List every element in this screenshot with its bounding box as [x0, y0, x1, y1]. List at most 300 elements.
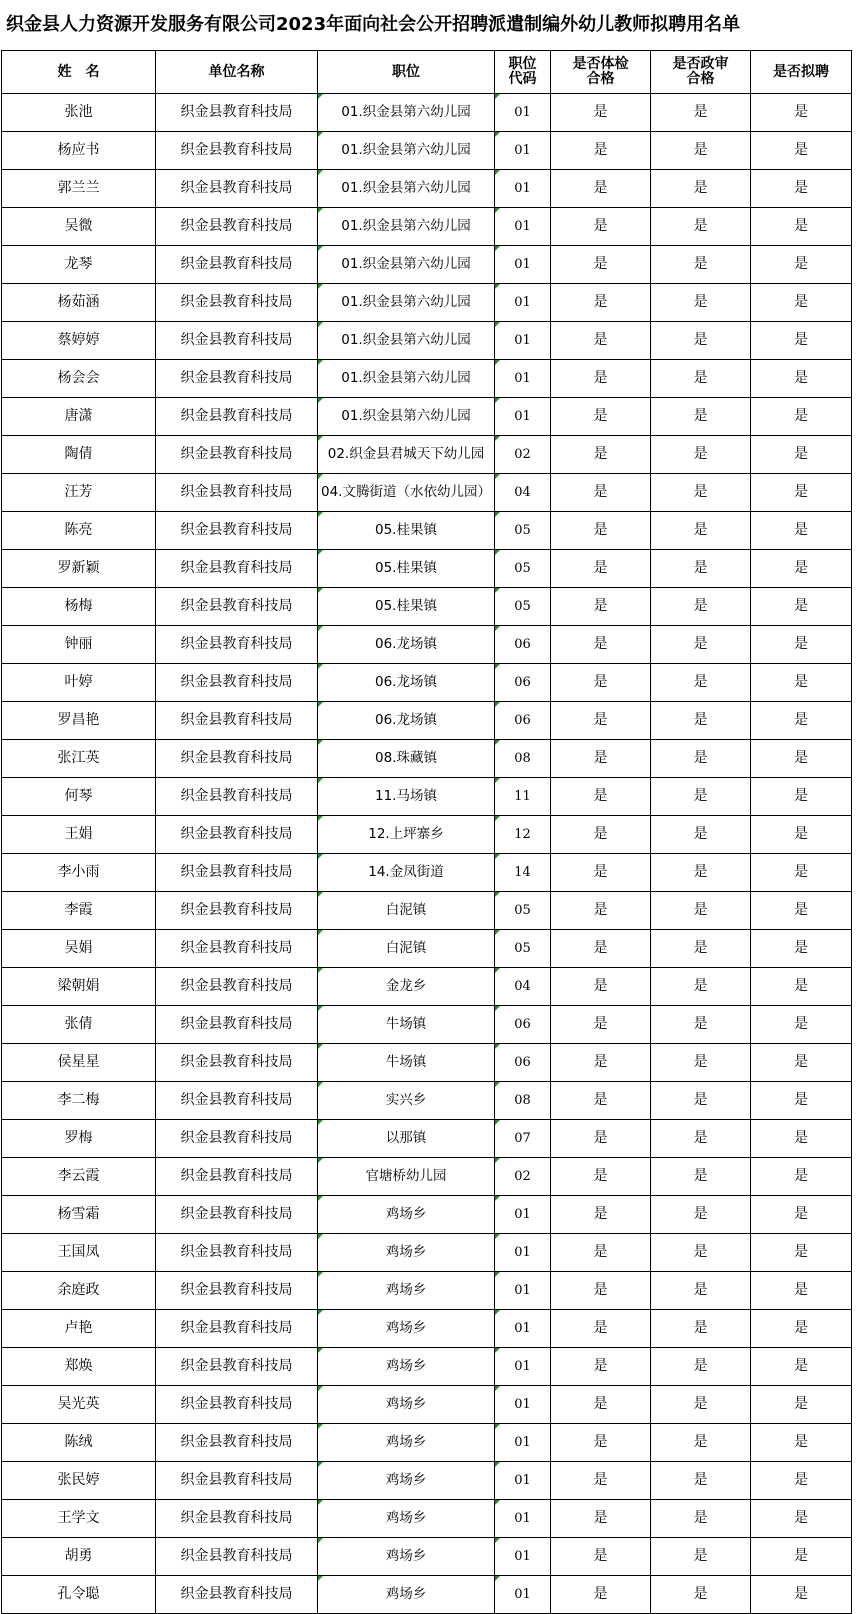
cell-code-text: 01 — [514, 1511, 531, 1526]
cell-unit — [156, 664, 318, 702]
cell-political-text: 是 — [693, 142, 708, 158]
cell-hire — [751, 1348, 852, 1386]
cell-marker-triangle — [318, 1576, 323, 1581]
cell-code-text: 01 — [514, 257, 531, 272]
cell-political — [651, 1576, 751, 1614]
cell-physical — [551, 1196, 651, 1234]
cell-code — [495, 1120, 551, 1158]
cell-hire — [751, 664, 852, 702]
cell-political — [651, 664, 751, 702]
cell-position-text: 06.龙场镇 — [375, 712, 437, 728]
cell-code-text: 02 — [514, 447, 531, 462]
cell-political-text: 是 — [693, 104, 708, 120]
cell-marker-triangle — [318, 512, 323, 517]
cell-code-text: 05 — [514, 903, 531, 918]
header-political — [651, 51, 751, 94]
cell-marker-triangle — [318, 1272, 323, 1277]
cell-hire-text: 是 — [794, 1130, 808, 1146]
table-row — [2, 398, 852, 436]
cell-physical-text: 是 — [593, 1168, 608, 1184]
cell-physical — [551, 588, 651, 626]
cell-name — [2, 1310, 156, 1348]
cell-physical — [551, 94, 651, 132]
cell-hire — [751, 94, 852, 132]
cell-code — [495, 1082, 551, 1120]
cell-unit-text: 织金县教育科技局 — [180, 1396, 293, 1412]
cell-political — [651, 1500, 751, 1538]
cell-political-text: 是 — [693, 1054, 708, 1070]
table-row — [2, 778, 852, 816]
cell-unit-text: 织金县教育科技局 — [180, 408, 293, 424]
cell-code — [495, 1196, 551, 1234]
hiring-list-table — [1, 50, 852, 1614]
cell-unit-text: 织金县教育科技局 — [180, 750, 293, 766]
cell-political — [651, 892, 751, 930]
cell-name — [2, 512, 156, 550]
cell-political — [651, 1158, 751, 1196]
cell-physical — [551, 436, 651, 474]
cell-code — [495, 854, 551, 892]
cell-political — [651, 1310, 751, 1348]
cell-name-text: 李霞 — [64, 902, 93, 918]
cell-unit — [156, 1196, 318, 1234]
cell-name — [2, 1082, 156, 1120]
cell-position — [318, 1348, 495, 1386]
table-row — [2, 1386, 852, 1424]
cell-name — [2, 132, 156, 170]
cell-physical-text: 是 — [593, 332, 608, 348]
cell-name — [2, 360, 156, 398]
cell-unit-text: 织金县教育科技局 — [180, 674, 293, 690]
cell-position — [318, 854, 495, 892]
cell-physical — [551, 892, 651, 930]
cell-physical — [551, 854, 651, 892]
cell-name-text: 王国凤 — [57, 1244, 100, 1260]
cell-name — [2, 1462, 156, 1500]
cell-hire — [751, 1158, 852, 1196]
cell-marker-triangle — [318, 930, 323, 935]
cell-position-text: 02.织金县君城天下幼儿园 — [327, 446, 485, 462]
cell-hire-text: 是 — [794, 1434, 808, 1450]
cell-name — [2, 208, 156, 246]
cell-physical — [551, 1006, 651, 1044]
cell-unit-text: 织金县教育科技局 — [180, 446, 293, 462]
cell-code — [495, 208, 551, 246]
cell-unit-text: 织金县教育科技局 — [180, 332, 293, 348]
cell-unit — [156, 94, 318, 132]
cell-political — [651, 436, 751, 474]
cell-hire — [751, 246, 852, 284]
cell-position — [318, 664, 495, 702]
cell-hire — [751, 322, 852, 360]
cell-political — [651, 1006, 751, 1044]
cell-name-text: 李云霞 — [57, 1168, 100, 1184]
cell-hire-text: 是 — [794, 1016, 808, 1032]
cell-hire — [751, 436, 852, 474]
cell-code-text: 01 — [514, 1321, 531, 1336]
cell-name — [2, 550, 156, 588]
cell-physical — [551, 1348, 651, 1386]
cell-marker-triangle — [495, 1234, 500, 1239]
cell-physical-text: 是 — [593, 1282, 608, 1298]
cell-name — [2, 1272, 156, 1310]
header-hire: 是否拟聘 — [751, 51, 852, 94]
table-row — [2, 1044, 852, 1082]
cell-political — [651, 550, 751, 588]
header-position: 职位 — [318, 51, 495, 94]
cell-name — [2, 1006, 156, 1044]
cell-hire — [751, 398, 852, 436]
cell-political-text: 是 — [693, 1358, 708, 1374]
cell-hire-text: 是 — [794, 218, 808, 234]
cell-marker-triangle — [495, 816, 500, 821]
cell-position-text: 01.织金县第六幼儿园 — [341, 142, 471, 158]
cell-physical — [551, 1082, 651, 1120]
cell-position — [318, 740, 495, 778]
cell-name — [2, 892, 156, 930]
cell-name-text: 张江英 — [57, 750, 100, 766]
cell-political — [651, 1196, 751, 1234]
cell-code — [495, 816, 551, 854]
cell-hire-text: 是 — [794, 180, 808, 196]
cell-marker-triangle — [495, 1272, 500, 1277]
table-row — [2, 246, 852, 284]
table-row — [2, 1348, 852, 1386]
cell-hire — [751, 1044, 852, 1082]
cell-name — [2, 170, 156, 208]
cell-hire — [751, 1196, 852, 1234]
cell-political-text: 是 — [693, 788, 708, 804]
cell-marker-triangle — [495, 1158, 500, 1163]
cell-hire-text: 是 — [794, 826, 808, 842]
cell-position — [318, 208, 495, 246]
cell-marker-triangle — [318, 1348, 323, 1353]
cell-marker-triangle — [495, 170, 500, 175]
cell-hire-text: 是 — [794, 560, 808, 576]
cell-physical-text: 是 — [593, 104, 608, 120]
cell-hire — [751, 1082, 852, 1120]
cell-unit-text: 织金县教育科技局 — [180, 1510, 293, 1526]
table-row — [2, 626, 852, 664]
cell-hire — [751, 1538, 852, 1576]
cell-code-text: 04 — [514, 485, 531, 500]
cell-marker-triangle — [318, 1386, 323, 1391]
cell-unit-text: 织金县教育科技局 — [180, 1206, 293, 1222]
cell-name-text: 陈绒 — [64, 1434, 93, 1450]
cell-unit-text: 织金县教育科技局 — [180, 180, 293, 196]
cell-position-text: 14.金凤街道 — [368, 864, 444, 880]
cell-physical-text: 是 — [593, 1510, 608, 1526]
cell-marker-triangle — [495, 550, 500, 555]
cell-code-text: 05 — [514, 561, 531, 576]
cell-unit-text: 织金县教育科技局 — [180, 1168, 293, 1184]
cell-position-text: 鸡场乡 — [385, 1510, 427, 1526]
cell-marker-triangle — [318, 322, 323, 327]
cell-position — [318, 816, 495, 854]
cell-physical — [551, 550, 651, 588]
cell-position — [318, 930, 495, 968]
cell-hire — [751, 474, 852, 512]
cell-name — [2, 1386, 156, 1424]
cell-marker-triangle — [318, 94, 323, 99]
cell-code — [495, 398, 551, 436]
cell-unit — [156, 778, 318, 816]
cell-political-text: 是 — [693, 446, 708, 462]
cell-hire — [751, 968, 852, 1006]
cell-physical-text: 是 — [593, 712, 608, 728]
cell-hire-text: 是 — [794, 1510, 808, 1526]
cell-physical — [551, 360, 651, 398]
cell-physical-text: 是 — [593, 1586, 608, 1602]
cell-name-text: 吴娟 — [64, 940, 93, 956]
cell-position — [318, 1006, 495, 1044]
cell-marker-triangle — [495, 588, 500, 593]
cell-name-text: 孔令聪 — [57, 1586, 100, 1602]
table-row — [2, 1424, 852, 1462]
cell-name-text: 郑焕 — [64, 1358, 93, 1374]
cell-position-text: 01.织金县第六幼儿园 — [341, 370, 471, 386]
cell-position — [318, 170, 495, 208]
cell-unit — [156, 1348, 318, 1386]
cell-hire — [751, 1386, 852, 1424]
header-physical-line1: 是否体检 — [572, 56, 629, 72]
cell-political-text: 是 — [693, 750, 708, 766]
cell-name — [2, 1538, 156, 1576]
cell-political-text: 是 — [693, 978, 708, 994]
cell-name-text: 李小雨 — [57, 864, 100, 880]
cell-political-text: 是 — [693, 1472, 708, 1488]
cell-position — [318, 512, 495, 550]
cell-physical-text: 是 — [593, 294, 608, 310]
cell-name — [2, 1348, 156, 1386]
cell-physical-text: 是 — [593, 142, 608, 158]
cell-unit-text: 织金县教育科技局 — [180, 1320, 293, 1336]
cell-marker-triangle — [495, 1006, 500, 1011]
cell-marker-triangle — [318, 284, 323, 289]
cell-political — [651, 1386, 751, 1424]
cell-political — [651, 1272, 751, 1310]
cell-marker-triangle — [318, 588, 323, 593]
cell-unit — [156, 474, 318, 512]
cell-political-text: 是 — [693, 1016, 708, 1032]
cell-unit-text: 织金县教育科技局 — [180, 104, 293, 120]
cell-code-text: 05 — [514, 941, 531, 956]
cell-physical — [551, 1044, 651, 1082]
cell-marker-triangle — [318, 1196, 323, 1201]
cell-marker-triangle — [318, 1538, 323, 1543]
cell-unit-text: 织金县教育科技局 — [180, 218, 293, 234]
cell-marker-triangle — [495, 1196, 500, 1201]
cell-code — [495, 170, 551, 208]
cell-position-text: 01.织金县第六幼儿园 — [341, 294, 471, 310]
cell-physical — [551, 1538, 651, 1576]
cell-physical-text: 是 — [593, 522, 608, 538]
cell-physical — [551, 512, 651, 550]
cell-hire — [751, 1576, 852, 1614]
cell-code-text: 04 — [514, 979, 531, 994]
cell-unit-text: 织金县教育科技局 — [180, 902, 293, 918]
cell-unit — [156, 588, 318, 626]
cell-marker-triangle — [495, 512, 500, 517]
cell-hire — [751, 1310, 852, 1348]
cell-political-text: 是 — [693, 826, 708, 842]
table-row — [2, 1462, 852, 1500]
cell-code — [495, 664, 551, 702]
cell-code-text: 06 — [514, 1017, 531, 1032]
cell-unit — [156, 1386, 318, 1424]
cell-hire-text: 是 — [794, 332, 808, 348]
cell-hire-text: 是 — [794, 256, 808, 272]
cell-code — [495, 1500, 551, 1538]
cell-unit — [156, 1006, 318, 1044]
cell-physical-text: 是 — [593, 674, 608, 690]
cell-position — [318, 892, 495, 930]
cell-code — [495, 740, 551, 778]
table-row — [2, 1006, 852, 1044]
cell-position-text: 08.珠藏镇 — [375, 750, 437, 766]
table-row — [2, 550, 852, 588]
table-row — [2, 1310, 852, 1348]
document-title: 织金县人力资源开发服务有限公司2023年面向社会公开招聘派遣制编外幼儿教师拟聘用名单 — [6, 14, 741, 35]
cell-physical-text: 是 — [593, 1548, 608, 1564]
cell-code-text: 01 — [514, 1359, 531, 1374]
cell-position-text: 01.织金县第六幼儿园 — [341, 332, 471, 348]
cell-hire — [751, 208, 852, 246]
cell-position — [318, 1044, 495, 1082]
cell-position — [318, 246, 495, 284]
cell-political — [651, 1234, 751, 1272]
cell-hire — [751, 132, 852, 170]
cell-hire — [751, 1462, 852, 1500]
cell-marker-triangle — [318, 1462, 323, 1467]
cell-code-text: 07 — [514, 1131, 531, 1146]
cell-marker-triangle — [495, 1424, 500, 1429]
cell-political-text: 是 — [693, 636, 708, 652]
cell-code — [495, 1576, 551, 1614]
cell-position — [318, 322, 495, 360]
cell-hire — [751, 360, 852, 398]
cell-position-text: 05.桂果镇 — [375, 522, 437, 538]
cell-political-text: 是 — [693, 1586, 708, 1602]
cell-code-text: 01 — [514, 371, 531, 386]
cell-name-text: 吴光英 — [57, 1396, 100, 1412]
cell-position-text: 官塘桥幼儿园 — [365, 1168, 447, 1184]
cell-marker-triangle — [318, 1234, 323, 1239]
cell-marker-triangle — [318, 702, 323, 707]
cell-code-text: 01 — [514, 181, 531, 196]
cell-marker-triangle — [495, 1044, 500, 1049]
cell-physical — [551, 474, 651, 512]
cell-physical — [551, 322, 651, 360]
cell-name-text: 李二梅 — [57, 1092, 100, 1108]
cell-position-text: 鸡场乡 — [385, 1206, 427, 1222]
cell-position-text: 12.上坪寨乡 — [368, 826, 444, 842]
cell-hire-text: 是 — [794, 1206, 808, 1222]
table-row — [2, 322, 852, 360]
cell-code-text: 01 — [514, 1587, 531, 1602]
cell-position-text: 04.文腾街道（水依幼儿园） — [321, 484, 491, 500]
cell-hire — [751, 892, 852, 930]
cell-code — [495, 1310, 551, 1348]
table-row — [2, 1120, 852, 1158]
cell-physical — [551, 816, 651, 854]
cell-political — [651, 474, 751, 512]
cell-code — [495, 246, 551, 284]
cell-marker-triangle — [495, 1082, 500, 1087]
cell-marker-triangle — [318, 1082, 323, 1087]
cell-marker-triangle — [318, 892, 323, 897]
cell-physical-text: 是 — [593, 940, 608, 956]
cell-physical — [551, 246, 651, 284]
cell-code — [495, 1044, 551, 1082]
cell-code — [495, 1234, 551, 1272]
cell-unit — [156, 740, 318, 778]
cell-code-text: 01 — [514, 143, 531, 158]
cell-physical — [551, 702, 651, 740]
cell-code — [495, 968, 551, 1006]
cell-hire — [751, 740, 852, 778]
cell-hire-text: 是 — [794, 636, 808, 652]
cell-political-text: 是 — [693, 294, 708, 310]
cell-code — [495, 778, 551, 816]
cell-code — [495, 626, 551, 664]
cell-code — [495, 474, 551, 512]
cell-name — [2, 1576, 156, 1614]
cell-name-text: 郭兰兰 — [57, 180, 100, 196]
cell-code-text: 05 — [514, 523, 531, 538]
table-row — [2, 1234, 852, 1272]
cell-marker-triangle — [318, 246, 323, 251]
cell-position — [318, 626, 495, 664]
cell-physical-text: 是 — [593, 1244, 608, 1260]
cell-position — [318, 1120, 495, 1158]
cell-position-text: 实兴乡 — [385, 1092, 427, 1108]
cell-unit — [156, 322, 318, 360]
cell-unit-text: 织金县教育科技局 — [180, 940, 293, 956]
cell-unit — [156, 246, 318, 284]
header-political-line1: 是否政审 — [672, 56, 729, 72]
cell-unit — [156, 1234, 318, 1272]
cell-name — [2, 246, 156, 284]
cell-position-text: 鸡场乡 — [385, 1282, 427, 1298]
cell-marker-triangle — [495, 1500, 500, 1505]
cell-hire-text: 是 — [794, 1472, 808, 1488]
table-row — [2, 170, 852, 208]
cell-position-text: 鸡场乡 — [385, 1586, 427, 1602]
cell-unit-text: 织金县教育科技局 — [180, 294, 293, 310]
cell-name — [2, 1196, 156, 1234]
cell-marker-triangle — [318, 1424, 323, 1429]
header-code-line1: 职位 — [508, 56, 537, 72]
cell-political-text: 是 — [693, 218, 708, 234]
cell-name — [2, 474, 156, 512]
cell-political — [651, 360, 751, 398]
cell-code — [495, 436, 551, 474]
cell-name — [2, 1234, 156, 1272]
table-row — [2, 892, 852, 930]
cell-position-text: 鸡场乡 — [385, 1320, 427, 1336]
cell-unit — [156, 1538, 318, 1576]
cell-physical-text: 是 — [593, 1358, 608, 1374]
cell-name — [2, 930, 156, 968]
cell-hire — [751, 512, 852, 550]
table-row — [2, 702, 852, 740]
cell-unit-text: 织金县教育科技局 — [180, 864, 293, 880]
cell-political — [651, 740, 751, 778]
table-row — [2, 854, 852, 892]
cell-hire-text: 是 — [794, 674, 808, 690]
cell-physical — [551, 930, 651, 968]
